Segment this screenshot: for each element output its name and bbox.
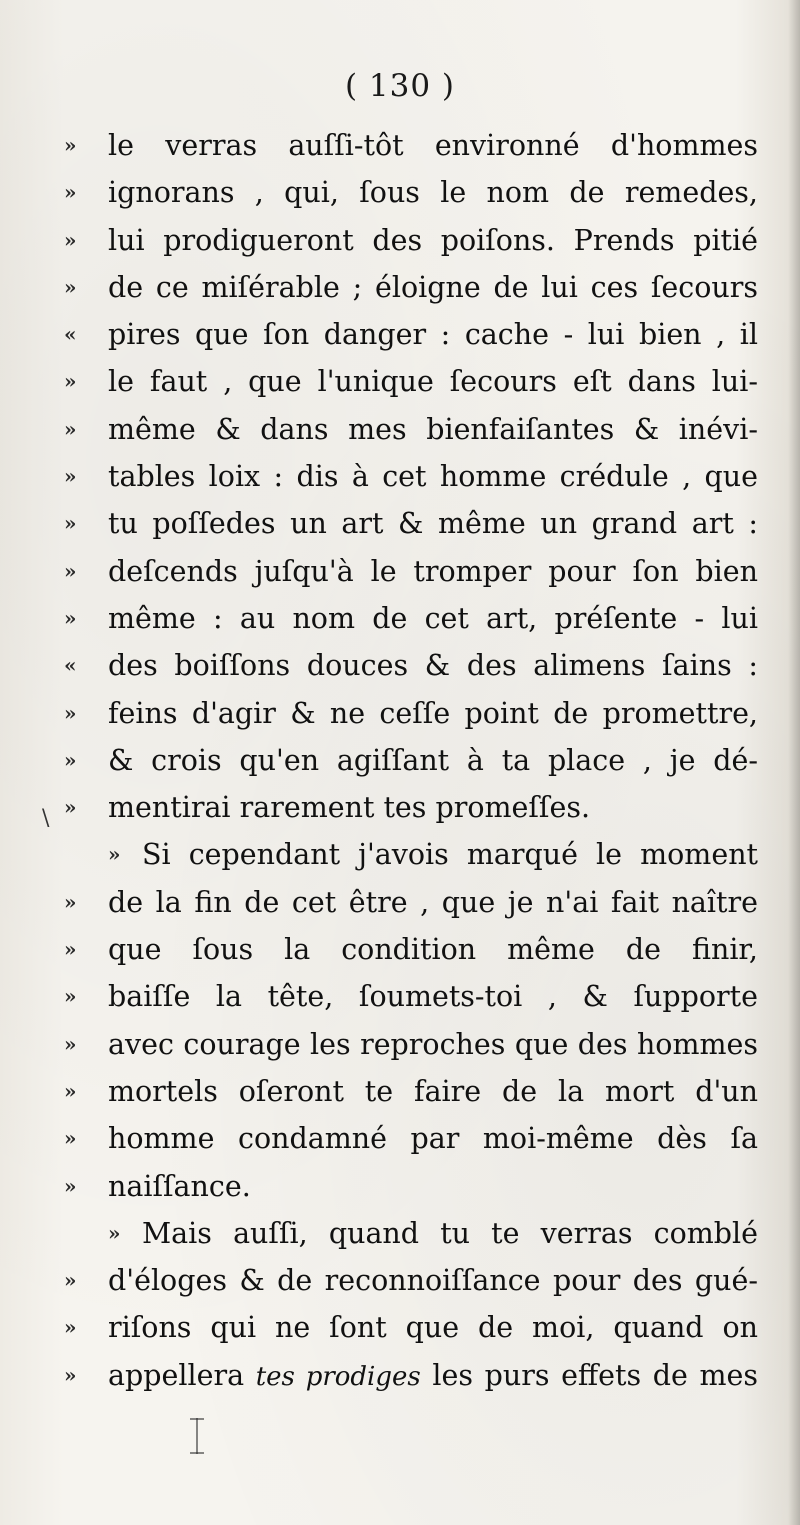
quote-mark: » — [64, 984, 77, 1009]
quote-mark: » — [64, 227, 77, 252]
line-text: de la fin de cet être , que je n'ai fait naître — [108, 885, 758, 919]
line-text: Mais auſſi, quand tu te verras comblé — [142, 1216, 758, 1250]
text-line — [64, 453, 764, 500]
text-line — [64, 358, 764, 405]
text-line — [64, 1115, 764, 1162]
quote-mark: » — [64, 889, 77, 914]
line-text: le verras auſſi-tôt environné d'hommes — [108, 129, 758, 162]
line-text: baiſſe la tête, ſoumets-toi , & ſupporte — [108, 980, 758, 1014]
quote-mark: » — [64, 1173, 77, 1198]
line-text: & crois qu'en agiſſant à ta place , je dé- — [108, 743, 758, 777]
text-line — [64, 1304, 764, 1351]
text-line — [64, 311, 764, 358]
text-line — [64, 122, 764, 169]
signature-mark — [196, 1418, 214, 1454]
quote-mark: » — [108, 842, 121, 867]
quote-mark: » — [64, 1315, 77, 1340]
line-text: deſcends juſqu'à le tromper pour ſon bien — [108, 554, 758, 588]
quote-mark: » — [64, 937, 77, 962]
text-line — [64, 926, 764, 973]
text-line — [64, 879, 764, 926]
line-text: que ſous la condition même de finir, — [108, 933, 758, 967]
text-line — [64, 1352, 764, 1399]
line-text: mentirai rarement tes promeſſes. — [108, 791, 591, 825]
quote-mark: » — [64, 464, 77, 489]
body-text — [64, 122, 764, 1399]
line-text: le faut , que l'unique ſecours eſt dans lui- — [108, 365, 758, 399]
text-line — [64, 1257, 764, 1304]
line-text: même : au nom de cet art, préſente - lui — [108, 601, 758, 635]
line-text: homme condamné par moi-même dès ſa — [108, 1122, 758, 1156]
quote-mark: » — [64, 558, 77, 583]
quote-mark: » — [64, 605, 77, 630]
quote-mark: » — [64, 511, 77, 536]
text-line — [64, 406, 764, 453]
line-text: tu poſſedes un art & même un grand art : — [108, 507, 758, 541]
line-text-after: les purs effets de mes — [432, 1358, 758, 1392]
quote-mark: » — [64, 180, 77, 205]
line-text: lui prodigueront des poiſons. Prends pitié — [108, 223, 758, 257]
line-text: tables loix : dis à cet homme crédule , que — [108, 460, 758, 494]
text-line — [64, 264, 764, 311]
quote-mark: » — [64, 747, 77, 772]
line-text: Si cependant j'avois marqué le moment — [142, 838, 758, 872]
quote-mark: « — [64, 653, 77, 678]
line-text: feins d'agir & ne ceſſe point de promettre, — [108, 696, 758, 730]
page-number: ( 130 ) — [344, 68, 456, 104]
paragraph-start-line — [64, 1210, 764, 1257]
text-line — [64, 1021, 764, 1068]
stray-mark: \ — [42, 806, 50, 831]
line-text: mortels oſeront te faire de la mort d'un — [108, 1074, 758, 1108]
quote-mark: » — [64, 1362, 77, 1387]
italic-phrase: tes prodiges — [255, 1361, 421, 1392]
line-text: des boiſſons douces & des alimens ſains : — [108, 649, 758, 683]
quote-mark: » — [64, 795, 77, 820]
line-text: avec courage les reproches que des hommes — [108, 1027, 758, 1061]
line-text-before: appellera — [108, 1358, 245, 1392]
quote-mark: « — [64, 322, 77, 347]
quote-mark: » — [64, 1031, 77, 1056]
line-text: même & dans mes bienfaiſantes & inévi- — [108, 412, 758, 446]
text-line — [64, 1068, 764, 1115]
quote-mark: » — [64, 274, 77, 299]
line-text: ignorans , qui, ſous le nom de remedes, — [108, 176, 758, 210]
line-text: riſons qui ne ſont que de moi, quand on — [108, 1311, 758, 1345]
line-text: de ce miſérable ; éloigne de lui ces ſecours — [108, 270, 758, 304]
quote-mark: » — [64, 416, 77, 441]
quote-mark: » — [64, 369, 77, 394]
quote-mark: » — [64, 1078, 77, 1103]
text-line — [64, 642, 764, 689]
text-line — [64, 217, 764, 264]
text-line — [64, 690, 764, 737]
page-edge-shadow — [788, 0, 800, 1525]
text-line — [64, 737, 764, 784]
paragraph-start-line — [64, 831, 764, 878]
text-line — [64, 548, 764, 595]
quote-mark: » — [64, 1268, 77, 1293]
line-text — [108, 1352, 758, 1401]
line-text: naiſſance. — [108, 1169, 251, 1203]
line-text: pires que ſon danger : cache - lui bien , il — [108, 318, 758, 352]
text-line — [64, 1163, 764, 1210]
text-line — [64, 169, 764, 216]
quote-mark: » — [64, 700, 77, 725]
text-line — [64, 500, 764, 547]
line-text: d'éloges & de reconnoiſſance pour des gué- — [108, 1264, 758, 1298]
quote-mark: » — [64, 1126, 77, 1151]
text-line — [64, 784, 764, 831]
text-line — [64, 973, 764, 1020]
text-line — [64, 595, 764, 642]
quote-mark: » — [108, 1220, 121, 1245]
quote-mark: » — [64, 133, 77, 157]
